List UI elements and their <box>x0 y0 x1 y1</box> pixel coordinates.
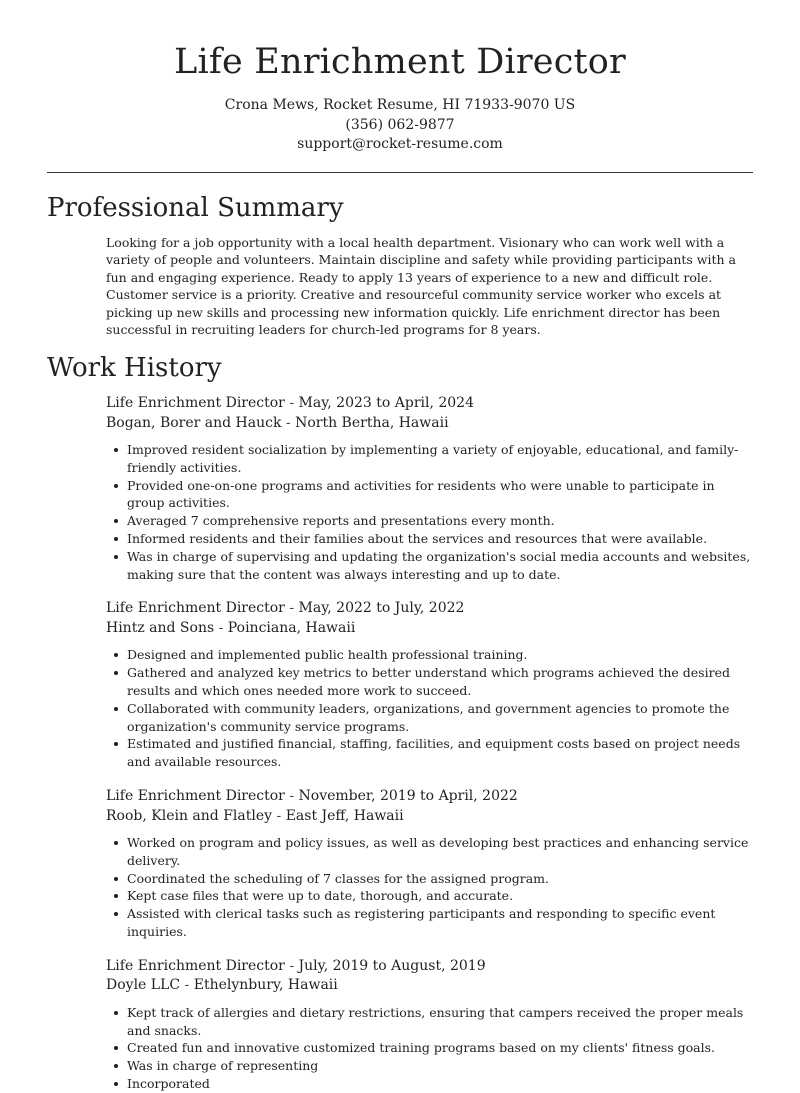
job-location: North Bertha, Hawaii <box>295 414 449 431</box>
bullet-item: Provided one-on-one programs and activities for residents who were unable to participate in group activities. <box>127 477 751 513</box>
bullet-item: Gathered and analyzed key metrics to better understand which programs achieved the desired results and which ones needed more work to succeed. <box>127 664 751 700</box>
job-company-line <box>106 807 751 827</box>
job-title: Life Enrichment Director <box>106 788 285 805</box>
job-bullets <box>106 441 751 583</box>
job-company-line <box>106 619 751 639</box>
job-title-line <box>106 787 751 807</box>
job-entry <box>106 787 751 941</box>
bullet-item: Coordinated the scheduling of 7 classes for the assigned program. <box>127 870 751 888</box>
bullet-item: Designed and implemented public health professional training. <box>127 646 751 664</box>
job-dates: May, 2022 to July, 2022 <box>298 600 465 617</box>
header-divider <box>47 172 753 173</box>
summary-text: Looking for a job opportunity with a local health department. Visionary who can work well with a variety of people and volunteers. Maintain discipline and safety while providing participants with a fun and engaging experience. Ready to apply 13 years of experience to a new and difficult role. Customer service is a priority. Creative and resourceful community service worker who excels at picking up new skills and processing new information quickly. Life enrichment director has been successful in recruiting leaders for church-led programs for 8 years. <box>106 234 737 338</box>
job-title-line <box>106 394 751 414</box>
separator: - <box>284 600 299 617</box>
bullet-item: Worked on program and policy issues, as well as developing best practices and enhancing service delivery. <box>127 834 751 870</box>
bullet-item: Created fun and innovative customized training programs based on my clients' fitness goals. <box>127 1039 751 1057</box>
job-company-line <box>106 976 751 996</box>
separator: - <box>180 977 194 994</box>
contact-email: support@rocket-resume.com <box>297 136 503 152</box>
bullet-item: Was in charge of supervising and updating the organization's social media accounts and websites, making sure that the content was always interesting and up to date. <box>127 548 751 582</box>
bullet-item: Estimated and justified financial, staffing, facilities, and equipment costs based on project needs and available resources. <box>127 735 751 771</box>
job-title: Life Enrichment Director <box>106 600 285 617</box>
bullet-item: Informed residents and their families about the services and resources that were available. <box>127 530 751 548</box>
bullet-item: Kept case files that were up to date, thorough, and accurate. <box>127 887 751 905</box>
summary-heading: Professional Summary <box>47 192 344 223</box>
job-location: East Jeff, Hawaii <box>285 807 404 824</box>
separator: - <box>284 788 299 805</box>
job-company-line <box>106 414 751 434</box>
resume-title: Life Enrichment Director <box>174 42 626 82</box>
bullet-item: Averaged 7 comprehensive reports and presentations every month. <box>127 512 751 530</box>
separator: - <box>284 957 299 974</box>
separator: - <box>272 807 286 824</box>
separator: - <box>214 619 228 636</box>
contact-phone: (356) 062-9877 <box>345 116 455 133</box>
job-title: Life Enrichment Director <box>106 395 285 412</box>
job-location: Poinciana, Hawaii <box>227 619 356 636</box>
separator: - <box>281 414 296 431</box>
job-bullets <box>106 834 751 941</box>
job-entry <box>106 599 751 771</box>
job-company: Doyle LLC <box>106 977 181 994</box>
job-company: Bogan, Borer and Hauck <box>106 414 282 431</box>
work-history-heading: Work History <box>47 353 222 384</box>
separator: - <box>284 395 299 412</box>
bullet-item: Assisted with clerical tasks such as registering participants and responding to specific event inquiries. <box>127 905 751 941</box>
job-company: Hintz and Sons <box>106 619 215 636</box>
job-dates: November, 2019 to April, 2022 <box>298 788 518 805</box>
job-bullets <box>106 1004 751 1093</box>
job-bullets <box>106 646 751 771</box>
job-dates: July, 2019 to August, 2019 <box>298 957 486 974</box>
bullet-item: Collaborated with community leaders, organizations, and government agencies to promote the organization's community service programs. <box>127 700 751 736</box>
contact-address: Crona Mews, Rocket Resume, HI 71933-9070 US <box>224 97 576 113</box>
bullet-item: Incorporated <box>127 1075 751 1093</box>
job-title-line <box>106 599 751 619</box>
contact-block <box>47 96 753 155</box>
job-entry <box>106 394 751 583</box>
job-title: Life Enrichment Director <box>106 957 285 974</box>
resume-page <box>47 0 753 1093</box>
bullet-item: Kept track of allergies and dietary restrictions, ensuring that campers received the proper meals and snacks. <box>127 1004 751 1040</box>
job-location: Ethelynbury, Hawaii <box>193 977 338 994</box>
bullet-item: Was in charge of representing <box>127 1057 751 1075</box>
job-title-line <box>106 957 751 977</box>
job-entry <box>106 957 751 1093</box>
job-dates: May, 2023 to April, 2024 <box>298 395 474 412</box>
job-company: Roob, Klein and Flatley <box>106 807 273 824</box>
bullet-item: Improved resident socialization by implementing a variety of enjoyable, educational, and family-friendly activities. <box>127 441 751 477</box>
